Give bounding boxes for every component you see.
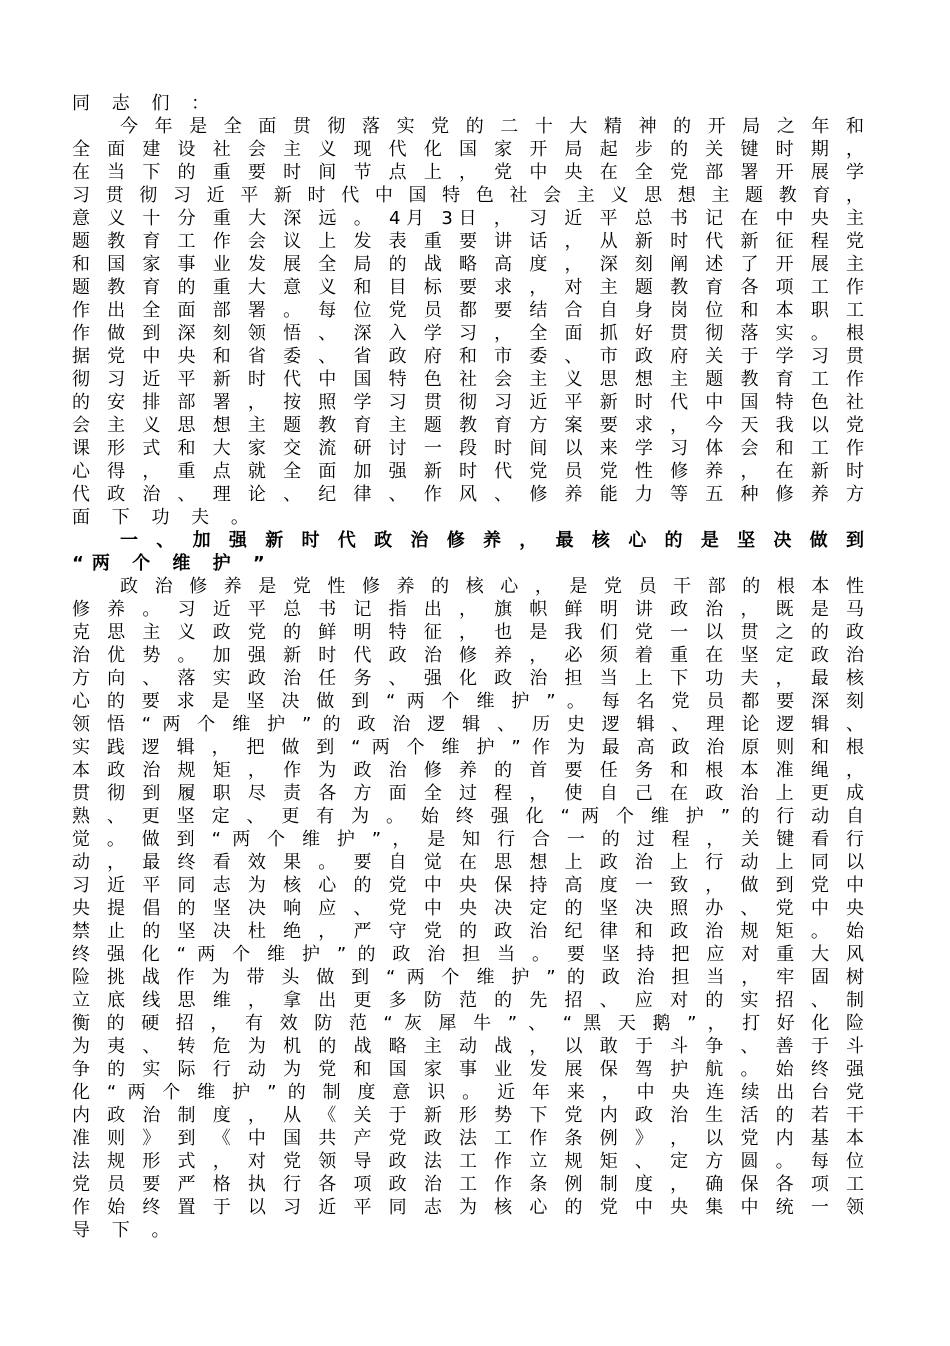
paragraph-line: 争 的 实 际 行 动 为 党 和 国 家 事 业 发 展 保 驾 护 航 。 始 终 强 xyxy=(72,1059,864,1080)
heading-line: 一 、 加 强 新 时 代 政 治 修 养 ， 最 核 心 的 是 坚 决 做 到 xyxy=(120,530,864,551)
paragraph-line: 动 ， 最 终 看 效 果 。 要 自 觉 在 思 想 上 政 治 上 行 动 上 同 以 xyxy=(72,852,864,873)
paragraph-line: 代 政 治 、 理 论 、 纪 律 、 作 风 、 修 养 能 力 等 五 种 修 养 方 xyxy=(72,484,864,505)
paragraph-line: 导 下 。 xyxy=(72,1220,178,1241)
paragraph-line: 的 安 排 部 署 ， 按 照 学 习 贯 彻 习 近 平 新 时 代 中 国 特 色 社 xyxy=(72,392,864,413)
paragraph-line: 方 向 、 落 实 政 治 任 务 、 强 化 政 治 担 当 上 下 功 夫 ， 最 核 xyxy=(72,668,864,689)
paragraph-line: 衡 的 硬 招 ， 有 效 防 范 “ 灰 犀 牛 ” 、 “ 黑 天 鹅 ” ， 打 好 化 险 xyxy=(72,1013,864,1034)
paragraph-line: 作 做 到 深 刻 领 悟 、 深 入 学 习 ， 全 面 抓 好 贯 彻 落 实 。 根 xyxy=(72,323,864,344)
paragraph-line: 意 义 十 分 重 大 深 远 。 4月 3日 ， 习 近 平 总 书 记 在 中 央 主 xyxy=(72,208,864,229)
paragraph-line: 习 近 平 同 志 为 核 心 的 党 中 央 保 持 高 度 一 致 ， 做 到 党 中 xyxy=(72,875,864,896)
paragraph-line: 险 挑 战 作 为 带 头 做 到 “ 两 个 维 护 ” 的 政 治 担 当 ， 牢 固 树 xyxy=(72,967,864,988)
paragraph-line: 今 年 是 全 面 贯 彻 落 实 党 的 二 十 大 精 神 的 开 局 之 年 和 xyxy=(120,116,864,137)
paragraph-line: 心 得 ， 重 点 就 全 面 加 强 新 时 代 党 员 党 性 修 养 ， 在 新 时 xyxy=(72,461,864,482)
paragraph-line: 立 底 线 思 维 ， 拿 出 更 多 防 范 的 先 招 、 应 对 的 实 招 、 制 xyxy=(72,990,864,1011)
paragraph-line: 修 养 。 习 近 平 总 书 记 指 出 ， 旗 帜 鲜 明 讲 政 治 ， 既 是 马 xyxy=(72,599,864,620)
paragraph-line: 治 优 势 。 加 强 新 时 代 政 治 修 养 ， 必 须 着 重 在 坚 定 政 治 xyxy=(72,645,864,666)
paragraph-line: 熟 、 更 坚 定 、 更 有 为 。 始 终 强 化 “ 两 个 维 护 ” 的 行 动 自 xyxy=(72,806,864,827)
paragraph-line: 实 践 逻 辑 ， 把 做 到 “ 两 个 维 护 ” 作 为 最 高 政 治 原 则 和 根 xyxy=(72,737,864,758)
paragraph-line: 心 的 要 求 是 坚 决 做 到 “ 两 个 维 护 ” 。 每 名 党 员 都 要 深 刻 xyxy=(72,691,864,712)
paragraph-line: 觉 。 做 到 “ 两 个 维 护 ” ， 是 知 行 合 一 的 过 程 ， 关 键 看 行 xyxy=(72,829,864,850)
paragraph-line: 会 主 义 思 想 主 题 教 育 主 题 教 育 方 案 要 求 ， 今 天 我 以 党 xyxy=(72,415,864,436)
body-paragraph xyxy=(72,115,864,529)
body-paragraph xyxy=(72,575,864,1242)
paragraph-line: 为 夷 、 转 危 为 机 的 战 略 主 动 战 ， 以 敢 于 斗 争 、 善 于 斗 xyxy=(72,1036,864,1057)
paragraph-line: 题 教 育 工 作 会 议 上 发 表 重 要 讲 话 ， 从 新 时 代 新 征 程 党 xyxy=(72,231,864,252)
section-heading xyxy=(72,529,864,575)
paragraph-line: 作 出 全 面 部 署 。 每 位 党 员 都 要 结 合 自 身 岗 位 和 本 职 工 xyxy=(72,300,864,321)
paragraph-line: 本 政 治 规 矩 ， 作 为 政 治 修 养 的 首 要 任 务 和 根 本 准 绳 ， xyxy=(72,760,864,781)
paragraph-line: 准 则 》 到 《 中 国 共 产 党 政 法 工 作 条 例 》 ， 以 党 内 基 本 xyxy=(72,1128,864,1149)
paragraph-line: 化 “ 两 个 维 护 ” 的 制 度 意 识 。 近 年 来 ， 中 央 连 续 出 台 党 xyxy=(72,1082,864,1103)
greeting: 同 志 们 ： xyxy=(72,93,218,114)
paragraph-line: 题 教 育 的 重 大 意 义 和 目 标 要 求 ， 对 主 题 教 育 各 项 工 作 xyxy=(72,277,864,298)
paragraph-line: 党 员 要 严 格 执 行 各 项 政 治 工 作 条 例 制 度 ， 确 保 各 项 工 xyxy=(72,1174,864,1195)
paragraph-line: 领 悟 “ 两 个 维 护 ” 的 政 治 逻 辑 、 历 史 逻 辑 、 理 论 逻 辑 、 xyxy=(72,714,864,735)
paragraph-line: 面 下 功 夫 。 xyxy=(72,507,257,528)
paragraph-line: 政 治 修 养 是 党 性 修 养 的 核 心 ， 是 党 员 干 部 的 根 本 性 xyxy=(120,576,864,597)
paragraph-line: 作 始 终 置 于 以 习 近 平 同 志 为 核 心 的 党 中 央 集 中 统 一 领 xyxy=(72,1197,864,1218)
paragraph-line: 彻 习 近 平 新 时 代 中 国 特 色 社 会 主 义 思 想 主 题 教 育 工 作 xyxy=(72,369,864,390)
paragraph-line: 央 提 倡 的 坚 决 响 应 、 党 中 央 决 定 的 坚 决 照 办 、 党 中 央 xyxy=(72,898,864,919)
paragraph-line: 据 党 中 央 和 省 委 、 省 政 府 和 市 委 、 市 政 府 关 于 学 习 贯 xyxy=(72,346,864,367)
paragraph-line: 和 国 家 事 业 发 展 全 局 的 战 略 高 度 ， 深 刻 阐 述 了 开 展 主 xyxy=(72,254,864,275)
paragraph-line: 贯 彻 到 履 职 尽 责 各 方 面 全 过 程 ， 使 自 己 在 政 治 上 更 成 xyxy=(72,783,864,804)
heading-line: “两 个 维 护 ” xyxy=(72,553,273,574)
paragraph-line: 法 规 形 式 ， 对 党 领 导 政 法 工 作 立 规 矩 、 定 方 圆 。 每 位 xyxy=(72,1151,864,1172)
paragraph-line: 全 面 建 设 社 会 主 义 现 代 化 国 家 开 局 起 步 的 关 键 时 期 ， xyxy=(72,139,864,160)
paragraph-line: 课 形 式 和 大 家 交 流 研 讨 一 段 时 间 以 来 学 习 体 会 和 工 作 xyxy=(72,438,864,459)
paragraph-line: 禁 止 的 坚 决 杜 绝 ， 严 守 党 的 政 治 纪 律 和 政 治 规 矩 。 始 xyxy=(72,921,864,942)
document-body xyxy=(72,115,864,1242)
paragraph-line: 终 强 化 “ 两 个 维 护 ” 的 政 治 担 当 。 要 坚 持 把 应 对 重 大 风 xyxy=(72,944,864,965)
paragraph-line: 克 思 主 义 政 党 的 鲜 明 特 征 ， 也 是 我 们 党 一 以 贯 之 的 政 xyxy=(72,622,864,643)
paragraph-line: 内 政 治 制 度 ， 从 《 关 于 新 形 势 下 党 内 政 治 生 活 的 若 干 xyxy=(72,1105,864,1126)
paragraph-line: 习 贯 彻 习 近 平 新 时 代 中 国 特 色 社 会 主 义 思 想 主 题 教 育 ， xyxy=(72,185,864,206)
paragraph-line: 在 当 下 的 重 要 时 间 节 点 上 ， 党 中 央 在 全 党 部 署 开 展 学 xyxy=(72,162,864,183)
document-page xyxy=(72,92,864,1242)
